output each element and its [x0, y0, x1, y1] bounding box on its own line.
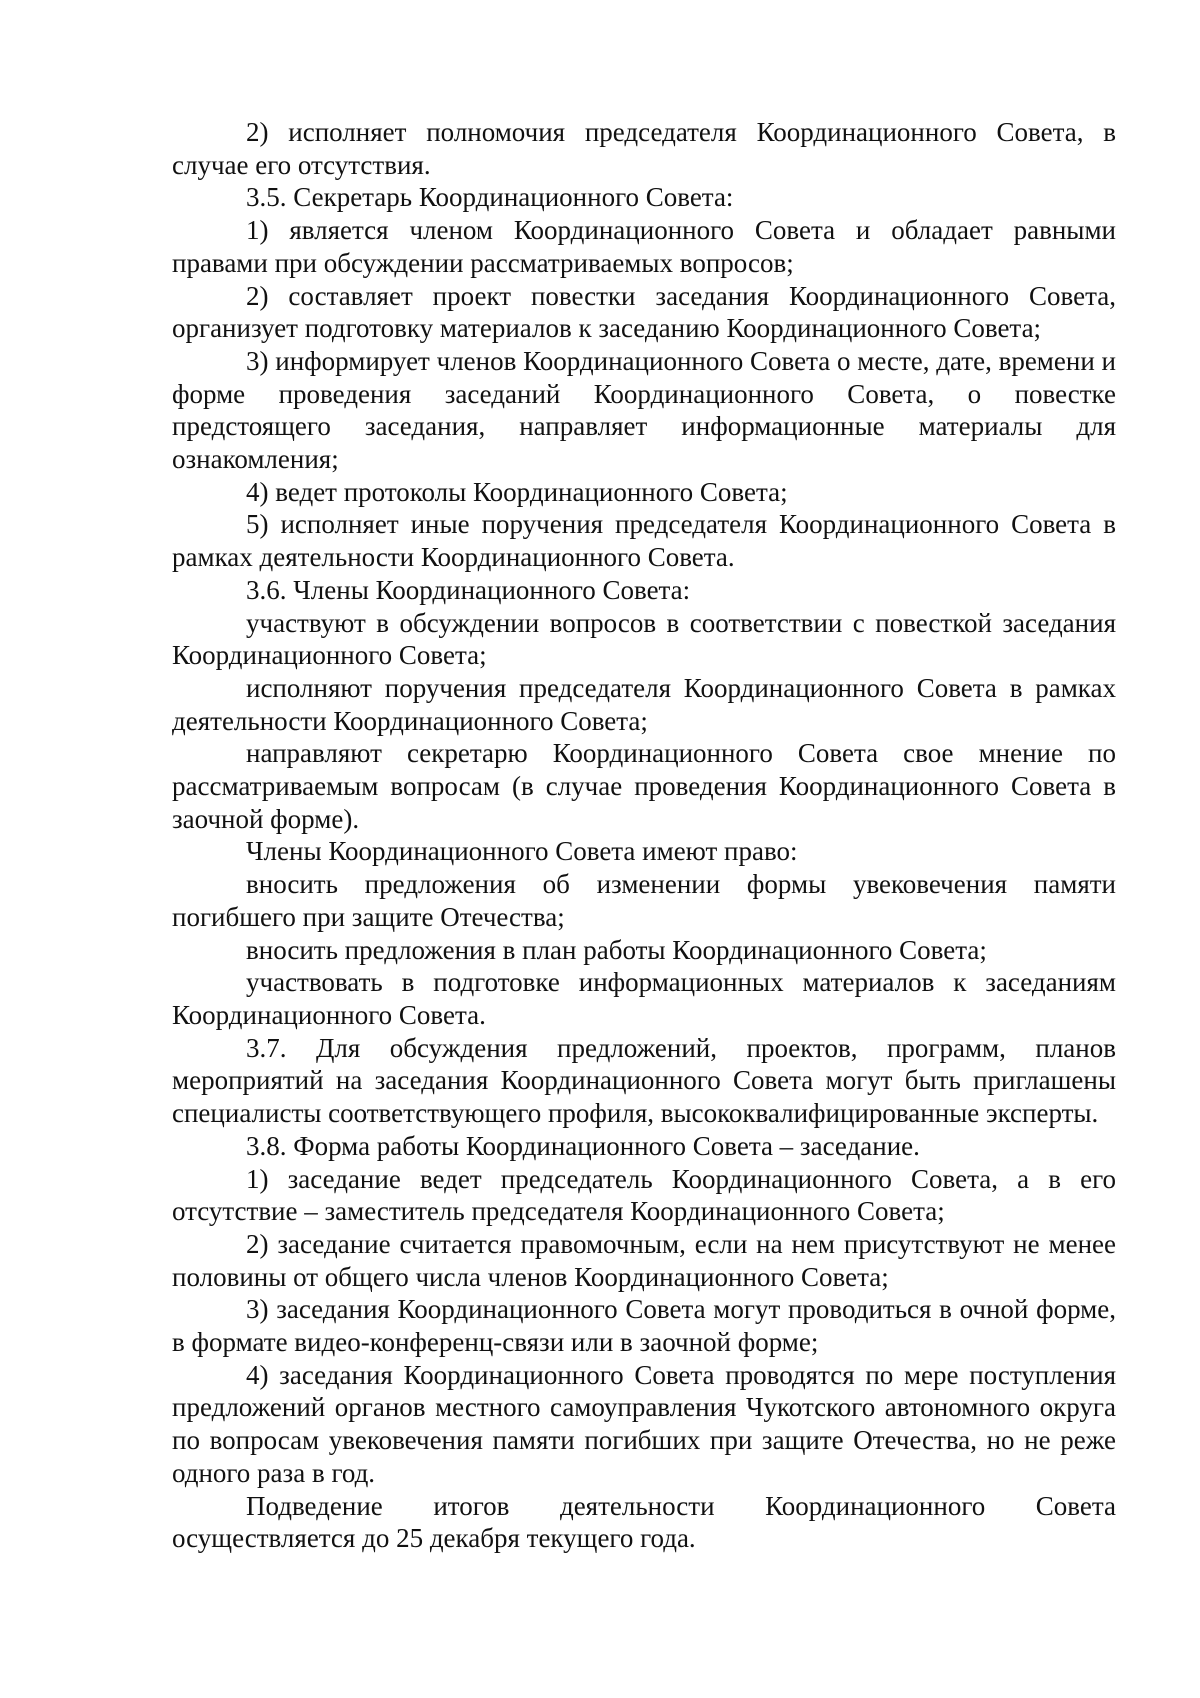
paragraph: 3) заседания Координационного Совета могут проводиться в очной форме, в формате видео-конференц-связи или в заочной форме; [172, 1294, 1116, 1358]
paragraph: участвовать в подготовке информационных материалов к заседаниям Координационного Совета. [172, 967, 1116, 1030]
paragraph: 3) информирует членов Координационного Совета о месте, дате, времени и форме проведения заседаний Координационного Совета, о повестке предстоящего заседания, направляет информационные материалы для ознакомления; [172, 345, 1116, 475]
section-heading-3-8: 3.8. Форма работы Координационного Совета – заседание. [246, 1130, 920, 1161]
paragraph: исполняют поручения председателя Координационного Совета в рамках деятельности Координационного Совета; [172, 672, 1116, 736]
paragraph: 4) ведет протоколы Координационного Совета; [246, 476, 788, 507]
paragraph: направляют секретарю Координационного Совета свое мнение по рассматриваемым вопросам (в случае проведения Координационного Совета в заочной форме). [172, 738, 1116, 834]
section-heading-3-5: 3.5. Секретарь Координационного Совета: [246, 182, 734, 213]
paragraph: Члены Координационного Совета имеют право: [246, 836, 798, 867]
paragraph: 2) заседание считается правомочным, если на нем присутствуют не менее половины от общего числа членов Координационного Совета; [172, 1228, 1116, 1292]
paragraph: вносить предложения об изменении формы увековечения памяти погибшего при защите Отечества; [172, 869, 1116, 932]
section-heading-3-7: 3.7. Для обсуждения предложений, проектов, программ, планов мероприятий на заседания Координационного Совета могут быть приглашены специалисты соответствующего профиля, высококвалифицированные эксперты. [172, 1032, 1116, 1129]
paragraph: вносить предложения в план работы Координационного Совета; [246, 934, 987, 965]
paragraph: Подведение итогов деятельности Координационного Совета осуществляется до 25 декабря текущего года. [172, 1490, 1116, 1554]
paragraph: 4) заседания Координационного Совета проводятся по мере поступления предложений органов местного самоуправления Чукотского автономного округа по вопросам увековечения памяти погибших при защите Отечества, но не реже одного раза в год. [172, 1359, 1116, 1488]
paragraph: 2) исполняет полномочия председателя Координационного Совета, в случае его отсутствия. [172, 117, 1116, 180]
paragraph: участвуют в обсуждении вопросов в соответствии с повесткой заседания Координационного Совета; [172, 607, 1116, 671]
paragraph: 5) исполняет иные поручения председателя Координационного Совета в рамках деятельности Координационного Совета. [172, 509, 1116, 573]
section-heading-3-6: 3.6. Члены Координационного Совета: [246, 574, 691, 605]
paragraph: 1) заседание ведет председатель Координационного Совета, а в его отсутствие – заместитель председателя Координационного Совета; [172, 1163, 1116, 1227]
document-body [172, 116, 1116, 1555]
paragraph: 1) является членом Координационного Совета и обладает равными правами при обсуждении рассматриваемых вопросов; [172, 215, 1116, 278]
paragraph: 2) составляет проект повестки заседания Координационного Совета, организует подготовку материалов к заседанию Координационного Совета; [172, 280, 1116, 344]
